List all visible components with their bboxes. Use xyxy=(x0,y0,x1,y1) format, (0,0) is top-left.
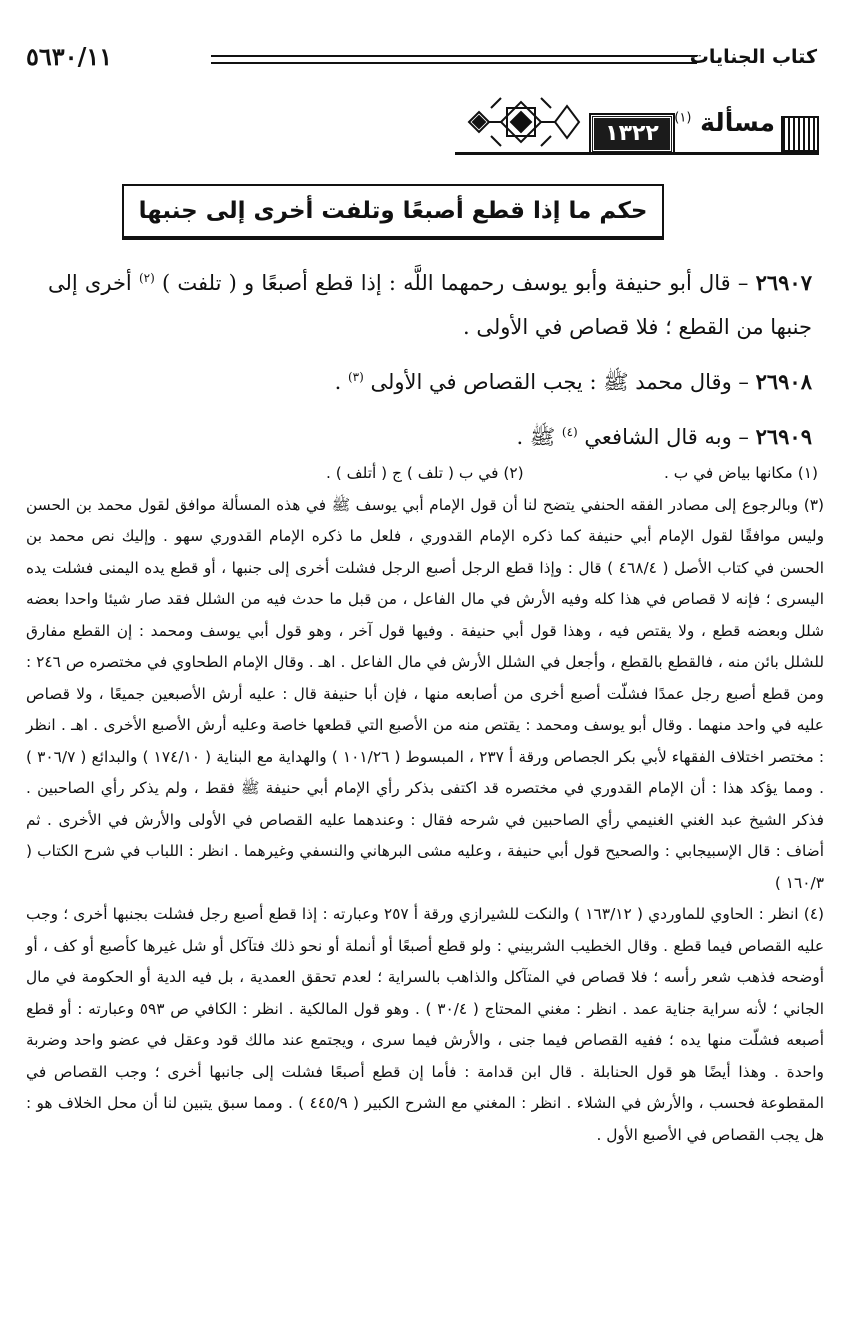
section-title: كتاب الجنايات xyxy=(689,46,817,68)
paragraph-text: – قال أبو حنيفة وأبو يوسف رحمهما اللَّه : إذا قطع أصبعًا و ( تلفت ) xyxy=(154,271,749,295)
striped-ornament xyxy=(781,116,819,152)
paragraph-text-cont: أخرى إلى جنبها من القطع ؛ فلا قصاص في الأولى . xyxy=(48,271,812,339)
paragraph-number: ٢٦٩٠٨ xyxy=(755,369,812,394)
paragraph-number: ٢٦٩٠٩ xyxy=(755,424,812,449)
main-text xyxy=(48,256,812,465)
page-number: ٥٦٣٠/١١ xyxy=(26,42,113,71)
footnote-ref: (٤) xyxy=(561,425,578,439)
footnote-row-1-2 xyxy=(26,458,824,490)
banner-rule xyxy=(455,152,819,155)
masala-word: مسألة xyxy=(700,108,775,137)
geometric-ornament-icon xyxy=(455,96,585,152)
footnote-1: (١) مكانها بياض في ب . xyxy=(663,464,818,482)
masala-footnote-mark: (١) xyxy=(674,110,692,126)
paragraph-1 xyxy=(48,256,812,349)
masala-banner xyxy=(455,94,819,170)
masala-number: ١٣٢٢ xyxy=(591,115,673,153)
paragraph-text: – وقال محمد ﷺ : يجب القصاص في الأولى xyxy=(363,370,749,394)
footnote-4: (٤) انظر : الحاوي للماوردي ( ١٦٣/١٢ ) والنكت للشيرازي ورقة أ ٢٥٧ وعبارته : إذا قطع أصبع رجل فشلت بجنبها أخرى ؛ وجب عليه القصاص فيما قطع . وقال الخطيب الشربيني : ولو قطع أصبعًا أو أنملة أو نحو ذلك فتآكل أو شل غيرها كأصبع أو كف ، أو أوضحه فذهب شعر رأسه ؛ فلا قصاص في المتآكل والذاهب بالسراية ؛ لعدم تحقق العمدية ، بل فيه الدية أو الحكومة في مال الجاني ؛ لأنه سراية جناية عمد . انظر : مغني المحتاج ( ٣٠/٤ ) . وهو قول المالكية . انظر : الكافي ص ٥٩٣ وعبارته : أو قطع أصبعه فشلّت منها يده ؛ ففيه القصاص فيما جنى ، والأرش فيما سرى ، ويجتمع عند مالك قود وعقل في عضو واحد وضربة واحدة . وهذا أيضًا هو قول الحنابلة . قال ابن قدامة : فأما إن قطع أصبعًا فشلت إلى جانبها أخرى ؛ وجب القصاص في المقطوعة فحسب ، والأرش في الشلاء . انظر : المغني مع الشرح الكبير ( ٤٤٥/٩ ) . ومما سبق يتبين لنا أن محل الخلاف هو : هل يجب القصاص في الأصبع الأول . xyxy=(26,905,824,1144)
paragraph-3 xyxy=(48,410,812,459)
paragraph-2 xyxy=(48,355,812,404)
running-header xyxy=(26,40,817,76)
footnote-ref: (٣) xyxy=(347,370,364,384)
paragraph-number: ٢٦٩٠٧ xyxy=(755,270,812,295)
paragraph-text-cont: . xyxy=(334,370,348,394)
paragraph-text: – وبه قال الشافعي xyxy=(577,425,749,449)
footnote-ref: (٢) xyxy=(138,271,155,285)
footnote-2: (٢) في ب ( تلف ) ج ( أتلف ) . xyxy=(326,464,524,482)
issue-title: حكم ما إذا قطع أصبعًا وتلفت أخرى إلى جنبها xyxy=(122,184,664,238)
header-rule xyxy=(211,55,697,64)
paragraph-text-cont: ﷺ . xyxy=(516,425,562,449)
footnote-3: (٣) وبالرجوع إلى مصادر الفقه الحنفي يتضح لنا أن قول الإمام أبي يوسف ﷺ في هذه المسألة موافق لقول محمد بن الحسن وليس موافقًا لقول الإمام أبي حنيفة كما ذكره الإمام القدوري ، فلعل ما ذكره الإمام القدوري سهو . وإليك نص محمد بن الحسن في كتاب الأصل ( ٤٦٨/٤ ) قال : وإذا قطع الرجل أصبع الرجل فشلت أخرى إلى جنبها ، أو قطع يده اليمنى فشلت يده اليسرى ؛ فإنه لا قصاص في هذا كله وفيه الأرش في مال الفاعل ، من قبل ما حدث فيه من الشلل فقد صار شيئا واحدا بعضه شلل وبعضه قطع ، ولا يقتص فيه ، وهذا قول أبي حنيفة . وفيها قول آخر ، وهو قول أبي يوسف ومحمد : إن القطع مفارق للشلل بائن منه ، فالقطع بالقطع ، وأجعل في الشلل الأرش في مال الفاعل . اهـ . وقال الإمام الطحاوي في مختصره ص ٢٤٦ : ومن قطع أصبع رجل عمدًا فشلّت أصبع أخرى من أصابعه منها ، فإن أبا حنيفة قال : عليه أرش الأصبعين جميعًا ، ولا قصاص عليه في واحد منهما . وقال أبو يوسف ومحمد : يقتص منه من الأصبع التي قطعها خاصة وعليه أرش الأصبع الأخرى . اهـ . انظر : مختصر اختلاف الفقهاء لأبي بكر الجصاص ورقة أ ٢٣٧ ، المبسوط ( ١٠١/٢٦ ) والهداية مع البناية ( ١٧٤/١٠ ) والبدائع ( ٣٠٦/٧ ) . ومما يؤكد هذا : أن الإمام القدوري في مختصره قد اكتفى بذكر رأي الإمام أبي حنيفة ﷺ فقط ، ولم يذكر رأي الصاحبين . فذكر الشيخ عبد الغني الغنيمي رأي الصاحبين في شرحه فقال : وعندهما عليه القصاص في الأولى والأرش في الأخرى . ثم أضاف : قال الإسبيجابي : والصحيح قول أبي حنيفة ، وعليه مشى البرهاني والنسفي وغيرهما . انظر : اللباب في شرح الكتاب ( ١٦٠/٣ ) xyxy=(26,495,825,892)
masala-label xyxy=(674,108,775,137)
footnotes xyxy=(26,458,824,1151)
title-shadow xyxy=(122,236,664,240)
